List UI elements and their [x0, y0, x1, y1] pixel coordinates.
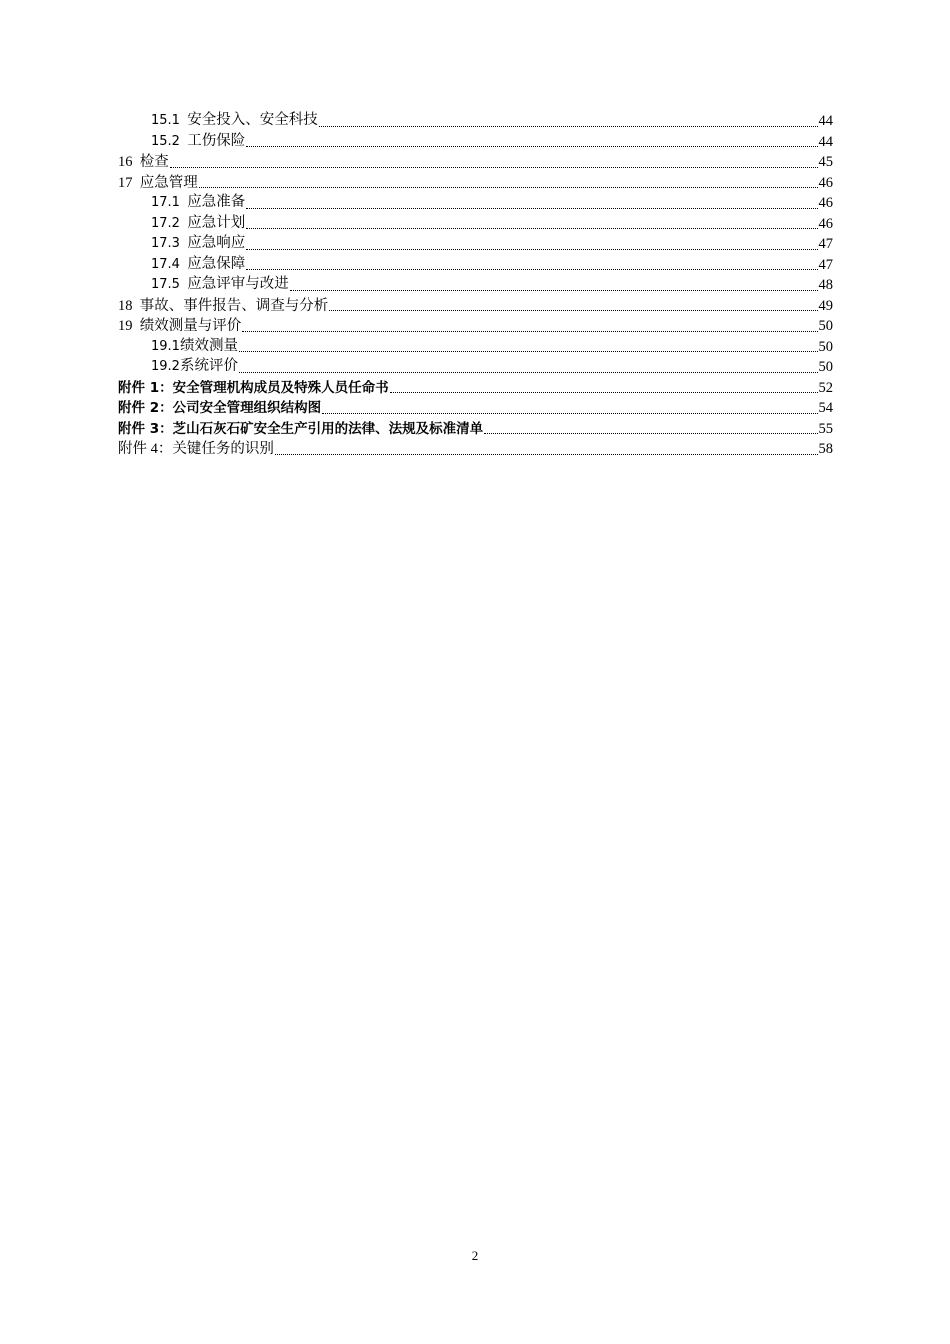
toc-entry-label: 应急管理 — [139, 174, 198, 191]
toc-entry-label: 安全投入、安全科技 — [187, 112, 318, 128]
toc-entry-page: 50 — [818, 359, 833, 375]
toc-entry-label: 安全管理机构成员及特殊人员任命书 — [172, 379, 389, 396]
page-number: 2 — [471, 1248, 479, 1263]
toc-leader-dots — [170, 152, 818, 173]
toc-entry[interactable] — [118, 378, 833, 399]
toc-entry-title — [118, 439, 274, 460]
toc-leader-dots — [290, 275, 818, 296]
toc-entry[interactable] — [118, 111, 833, 132]
toc-entry-title — [118, 173, 198, 194]
toc-leader-dots — [319, 111, 818, 132]
toc-entry-title — [151, 274, 289, 296]
toc-entry-number: 15.2 — [151, 133, 180, 149]
toc-entry-page: 44 — [818, 133, 833, 150]
toc-entry[interactable] — [118, 398, 833, 419]
toc-entry[interactable] — [118, 357, 833, 378]
toc-entry-label: 芝山石灰石矿安全生产引用的法律、法规及标准清单 — [172, 420, 484, 437]
toc-entry-title — [118, 378, 389, 399]
toc-entry-number: 附件 1： — [118, 379, 173, 396]
toc-entry-title — [151, 336, 238, 358]
toc-entry-label: 绩效测量 — [179, 337, 238, 354]
toc-entry-label: 检查 — [139, 154, 169, 170]
toc-entry-label: 绩效测量与评价 — [139, 318, 242, 334]
toc-entry-page: 50 — [818, 318, 833, 334]
toc-entry-number: 19.1 — [151, 338, 180, 354]
toc-entry-label: 应急计划 — [187, 214, 246, 231]
toc-entry[interactable] — [118, 419, 833, 440]
toc-entry-title — [151, 233, 245, 255]
toc-entry-page: 49 — [818, 297, 833, 314]
toc-entry-label: 应急保障 — [187, 255, 246, 272]
toc-leader-dots — [246, 193, 817, 214]
toc-entry-title — [151, 254, 245, 276]
toc-entry-number: 17.3 — [151, 236, 180, 251]
toc-entry-page: 46 — [818, 215, 833, 232]
toc-leader-dots — [390, 378, 818, 399]
toc-entry-number: 17.1 — [151, 195, 180, 210]
toc-entry-label: 工伤保险 — [187, 132, 246, 149]
toc-entry[interactable] — [118, 337, 833, 358]
table-of-contents — [118, 111, 833, 460]
toc-entry-title — [118, 419, 483, 440]
toc-leader-dots — [322, 398, 817, 419]
toc-entry-title — [151, 192, 245, 214]
toc-entry-title — [151, 356, 238, 378]
toc-entry-page: 46 — [818, 195, 833, 211]
toc-entry-page: 50 — [818, 338, 833, 355]
toc-entry[interactable] — [118, 193, 833, 214]
toc-entry-label: 应急评审与改进 — [187, 276, 289, 292]
toc-entry-number: 附件 4： — [118, 441, 173, 457]
toc-entry[interactable] — [118, 234, 833, 255]
toc-entry-title — [151, 110, 318, 132]
toc-entry-page: 48 — [818, 277, 833, 293]
toc-leader-dots — [246, 234, 817, 255]
toc-entry-number: 17.5 — [151, 277, 180, 292]
toc-entry[interactable] — [118, 296, 833, 317]
toc-entry-number: 17.4 — [151, 256, 180, 272]
toc-leader-dots — [246, 214, 817, 235]
toc-entry-page: 55 — [818, 420, 833, 437]
toc-entry[interactable] — [118, 173, 833, 194]
toc-entry-label: 应急响应 — [187, 235, 246, 251]
toc-entry-number: 16 — [118, 154, 133, 170]
toc-entry-label: 事故、事件报告、调查与分析 — [139, 297, 329, 314]
toc-entry-label: 系统评价 — [179, 358, 238, 374]
toc-entry[interactable] — [118, 275, 833, 296]
toc-leader-dots — [329, 296, 817, 317]
toc-entry[interactable] — [118, 439, 833, 460]
toc-entry-number: 18 — [118, 297, 133, 314]
toc-entry-label: 应急准备 — [187, 194, 246, 210]
toc-leader-dots — [199, 173, 818, 194]
toc-entry-number: 19.2 — [151, 359, 180, 374]
toc-entry-label: 关键任务的识别 — [172, 441, 274, 457]
toc-leader-dots — [239, 337, 818, 358]
toc-leader-dots — [246, 132, 817, 153]
toc-entry-label: 公司安全管理组织结构图 — [172, 400, 322, 416]
toc-entry-number: 17 — [118, 174, 133, 191]
toc-entry-page: 44 — [818, 113, 833, 129]
toc-entry-number: 19 — [118, 318, 133, 334]
toc-entry-title — [118, 296, 328, 317]
toc-entry-number: 附件 3： — [118, 420, 173, 437]
toc-entry-title — [118, 398, 321, 419]
toc-entry-page: 46 — [818, 174, 833, 191]
toc-entry[interactable] — [118, 132, 833, 153]
toc-leader-dots — [246, 255, 817, 276]
toc-entry-number: 15.1 — [151, 113, 180, 128]
toc-entry-page: 47 — [818, 236, 833, 252]
toc-entry-title — [151, 213, 245, 235]
toc-entry-title — [118, 316, 241, 337]
toc-entry-title — [118, 152, 169, 173]
toc-leader-dots — [275, 439, 818, 460]
toc-leader-dots — [239, 357, 818, 378]
toc-entry-page: 45 — [818, 154, 833, 170]
toc-entry-page: 47 — [818, 256, 833, 273]
toc-entry-page: 54 — [818, 400, 833, 416]
toc-entry-number: 附件 2： — [118, 400, 173, 416]
toc-entry[interactable] — [118, 214, 833, 235]
toc-entry[interactable] — [118, 152, 833, 173]
toc-leader-dots — [242, 316, 817, 337]
toc-entry[interactable] — [118, 255, 833, 276]
toc-entry-page: 52 — [818, 379, 833, 396]
toc-leader-dots — [484, 419, 817, 440]
toc-entry-number: 17.2 — [151, 215, 180, 231]
toc-entry-title — [151, 131, 245, 153]
toc-entry-page: 58 — [818, 441, 833, 457]
toc-entry[interactable] — [118, 316, 833, 337]
